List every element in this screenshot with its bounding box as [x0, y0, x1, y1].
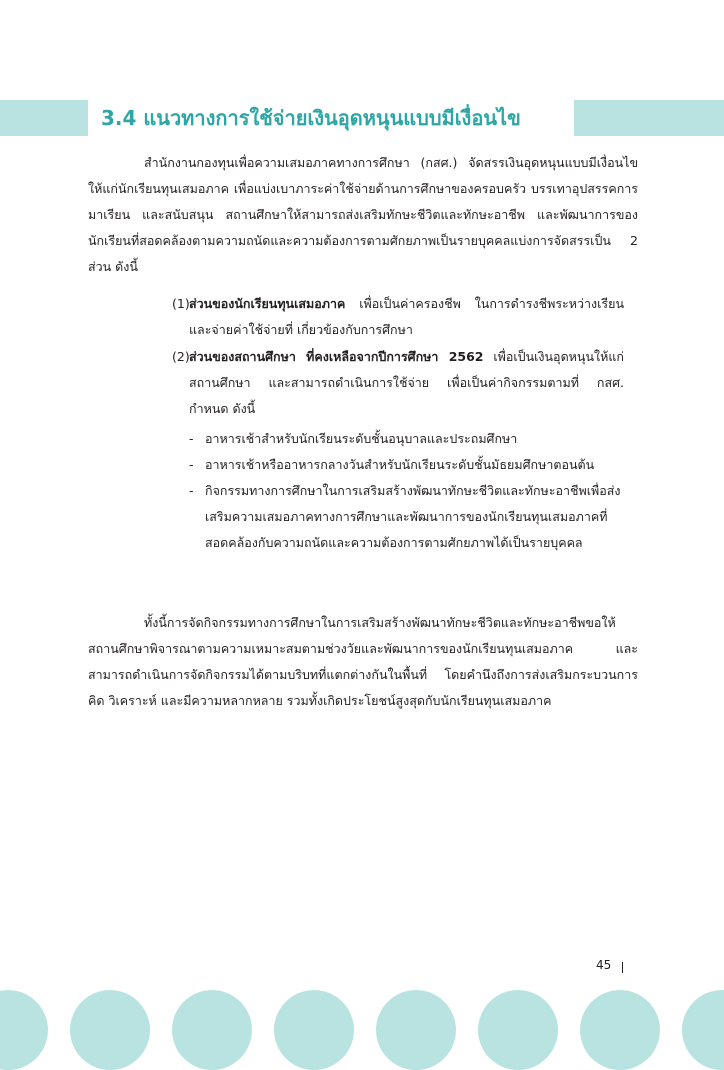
- decorative-circle: [70, 990, 150, 1070]
- item-body: [189, 291, 624, 343]
- item-bold-label: ส่วนของสถานศึกษา ที่คงเหลือจากปีการศึกษา 2562: [189, 349, 484, 364]
- section-heading: 3.4 แนวทางการใช้จ่ายเงินอุดหนุนแบบมีเงื่อนไข: [101, 106, 521, 130]
- dash-bullet: -: [189, 483, 194, 498]
- decorative-circle: [376, 990, 456, 1070]
- item-text: เพื่อเป็นเงินอุดหนุนให้แก่สถานศึกษา และสามารถดำเนินการใช้จ่าย เพื่อเป็นค่ากิจกรรมตามที่ กสศ. กำหนด ดังนี้: [189, 349, 624, 416]
- numbered-item-school: [172, 344, 624, 422]
- list-item: [188, 478, 628, 556]
- decorative-circle: [478, 990, 558, 1070]
- closing-paragraph: [88, 610, 638, 714]
- decorative-circle: [0, 990, 48, 1070]
- intro-paragraph: [88, 150, 638, 280]
- page-number-divider: [622, 962, 623, 973]
- item-body: [189, 344, 624, 422]
- list-item-text: อาหารเช้าหรืออาหารกลางวันสำหรับนักเรียนระดับชั้นมัธยมศึกษาตอนต้น: [205, 457, 595, 472]
- item-number: (2): [172, 349, 190, 364]
- item-bold-label: ส่วนของนักเรียนทุนเสมอภาค: [189, 296, 346, 311]
- list-item: [188, 426, 628, 452]
- decorative-circle: [274, 990, 354, 1070]
- decorative-circle: [172, 990, 252, 1070]
- list-item-text: กิจกรรมทางการศึกษาในการเสริมสร้างพัฒนาทักษะชีวิตและทักษะอาชีพเพื่อส่งเสริมความเสมอภาคทางการศึกษาและพัฒนาการของนักเรียนทุนเสมอภาคที่สอดคล้องกับความถนัดและความต้องการตามศักยภาพได้เป็นรายบุคคล: [205, 483, 621, 550]
- intro-text: สำนักงานกองทุนเพื่อความเสมอภาคทางการศึกษา (กสศ.) จัดสรรเงินอุดหนุนแบบมีเงื่อนไขให้แก่นักเรียนทุนเสมอภาค เพื่อแบ่งเบาภาระค่าใช้จ่ายด้านการศึกษาของครอบครัว บรรเทาอุปสรรคการมาเรียน และสนับสนุน สถานศึกษาให้สามารถส่งเสริมทักษะชีวิตและทักษะอาชีพ และพัฒนาการของนักเรียนที่สอดคล้องตามความถนัดและความต้องการตามศักยภาพเป็นรายบุคคลแบ่งการจัดสรรเป็น 2 ส่วน ดังนี้: [88, 155, 638, 274]
- decorative-circle: [580, 990, 660, 1070]
- item-text: เพื่อเป็นค่าครองชีพ ในการดำรงชีพระหว่างเรียน และจ่ายค่าใช้จ่ายที่ เกี่ยวข้องกับการศึกษา: [189, 296, 624, 337]
- activity-list: [188, 426, 628, 556]
- dash-bullet: -: [189, 431, 194, 446]
- item-number: (1): [172, 296, 190, 311]
- list-item: [188, 452, 628, 478]
- dash-bullet: -: [189, 457, 194, 472]
- closing-text: ทั้งนี้การจัดกิจกรรมทางการศึกษาในการเสริมสร้างพัฒนาทักษะชีวิตและทักษะอาชีพขอให้สถานศึกษาพิจารณาตามความเหมาะสมตามช่วงวัยและพัฒนาการของนักเรียนทุนเสมอภาค และสามารถดำเนินการจัดกิจกรรมได้ตามบริบทที่แตกต่างกันในพื้นที่ โดยคำนึงถึงการส่งเสริมกระบวนการคิด วิเคราะห์ และมีความหลากหลาย รวมทั้งเกิดประโยชน์สูงสุดกับนักเรียนทุนเสมอภาค: [88, 615, 638, 708]
- numbered-item-student: [172, 291, 624, 343]
- list-item-text: อาหารเช้าสำหรับนักเรียนระดับชั้นอนุบาลและประถมศึกษา: [205, 431, 518, 446]
- page-number: 45: [596, 958, 612, 972]
- decorative-circle: [682, 990, 724, 1070]
